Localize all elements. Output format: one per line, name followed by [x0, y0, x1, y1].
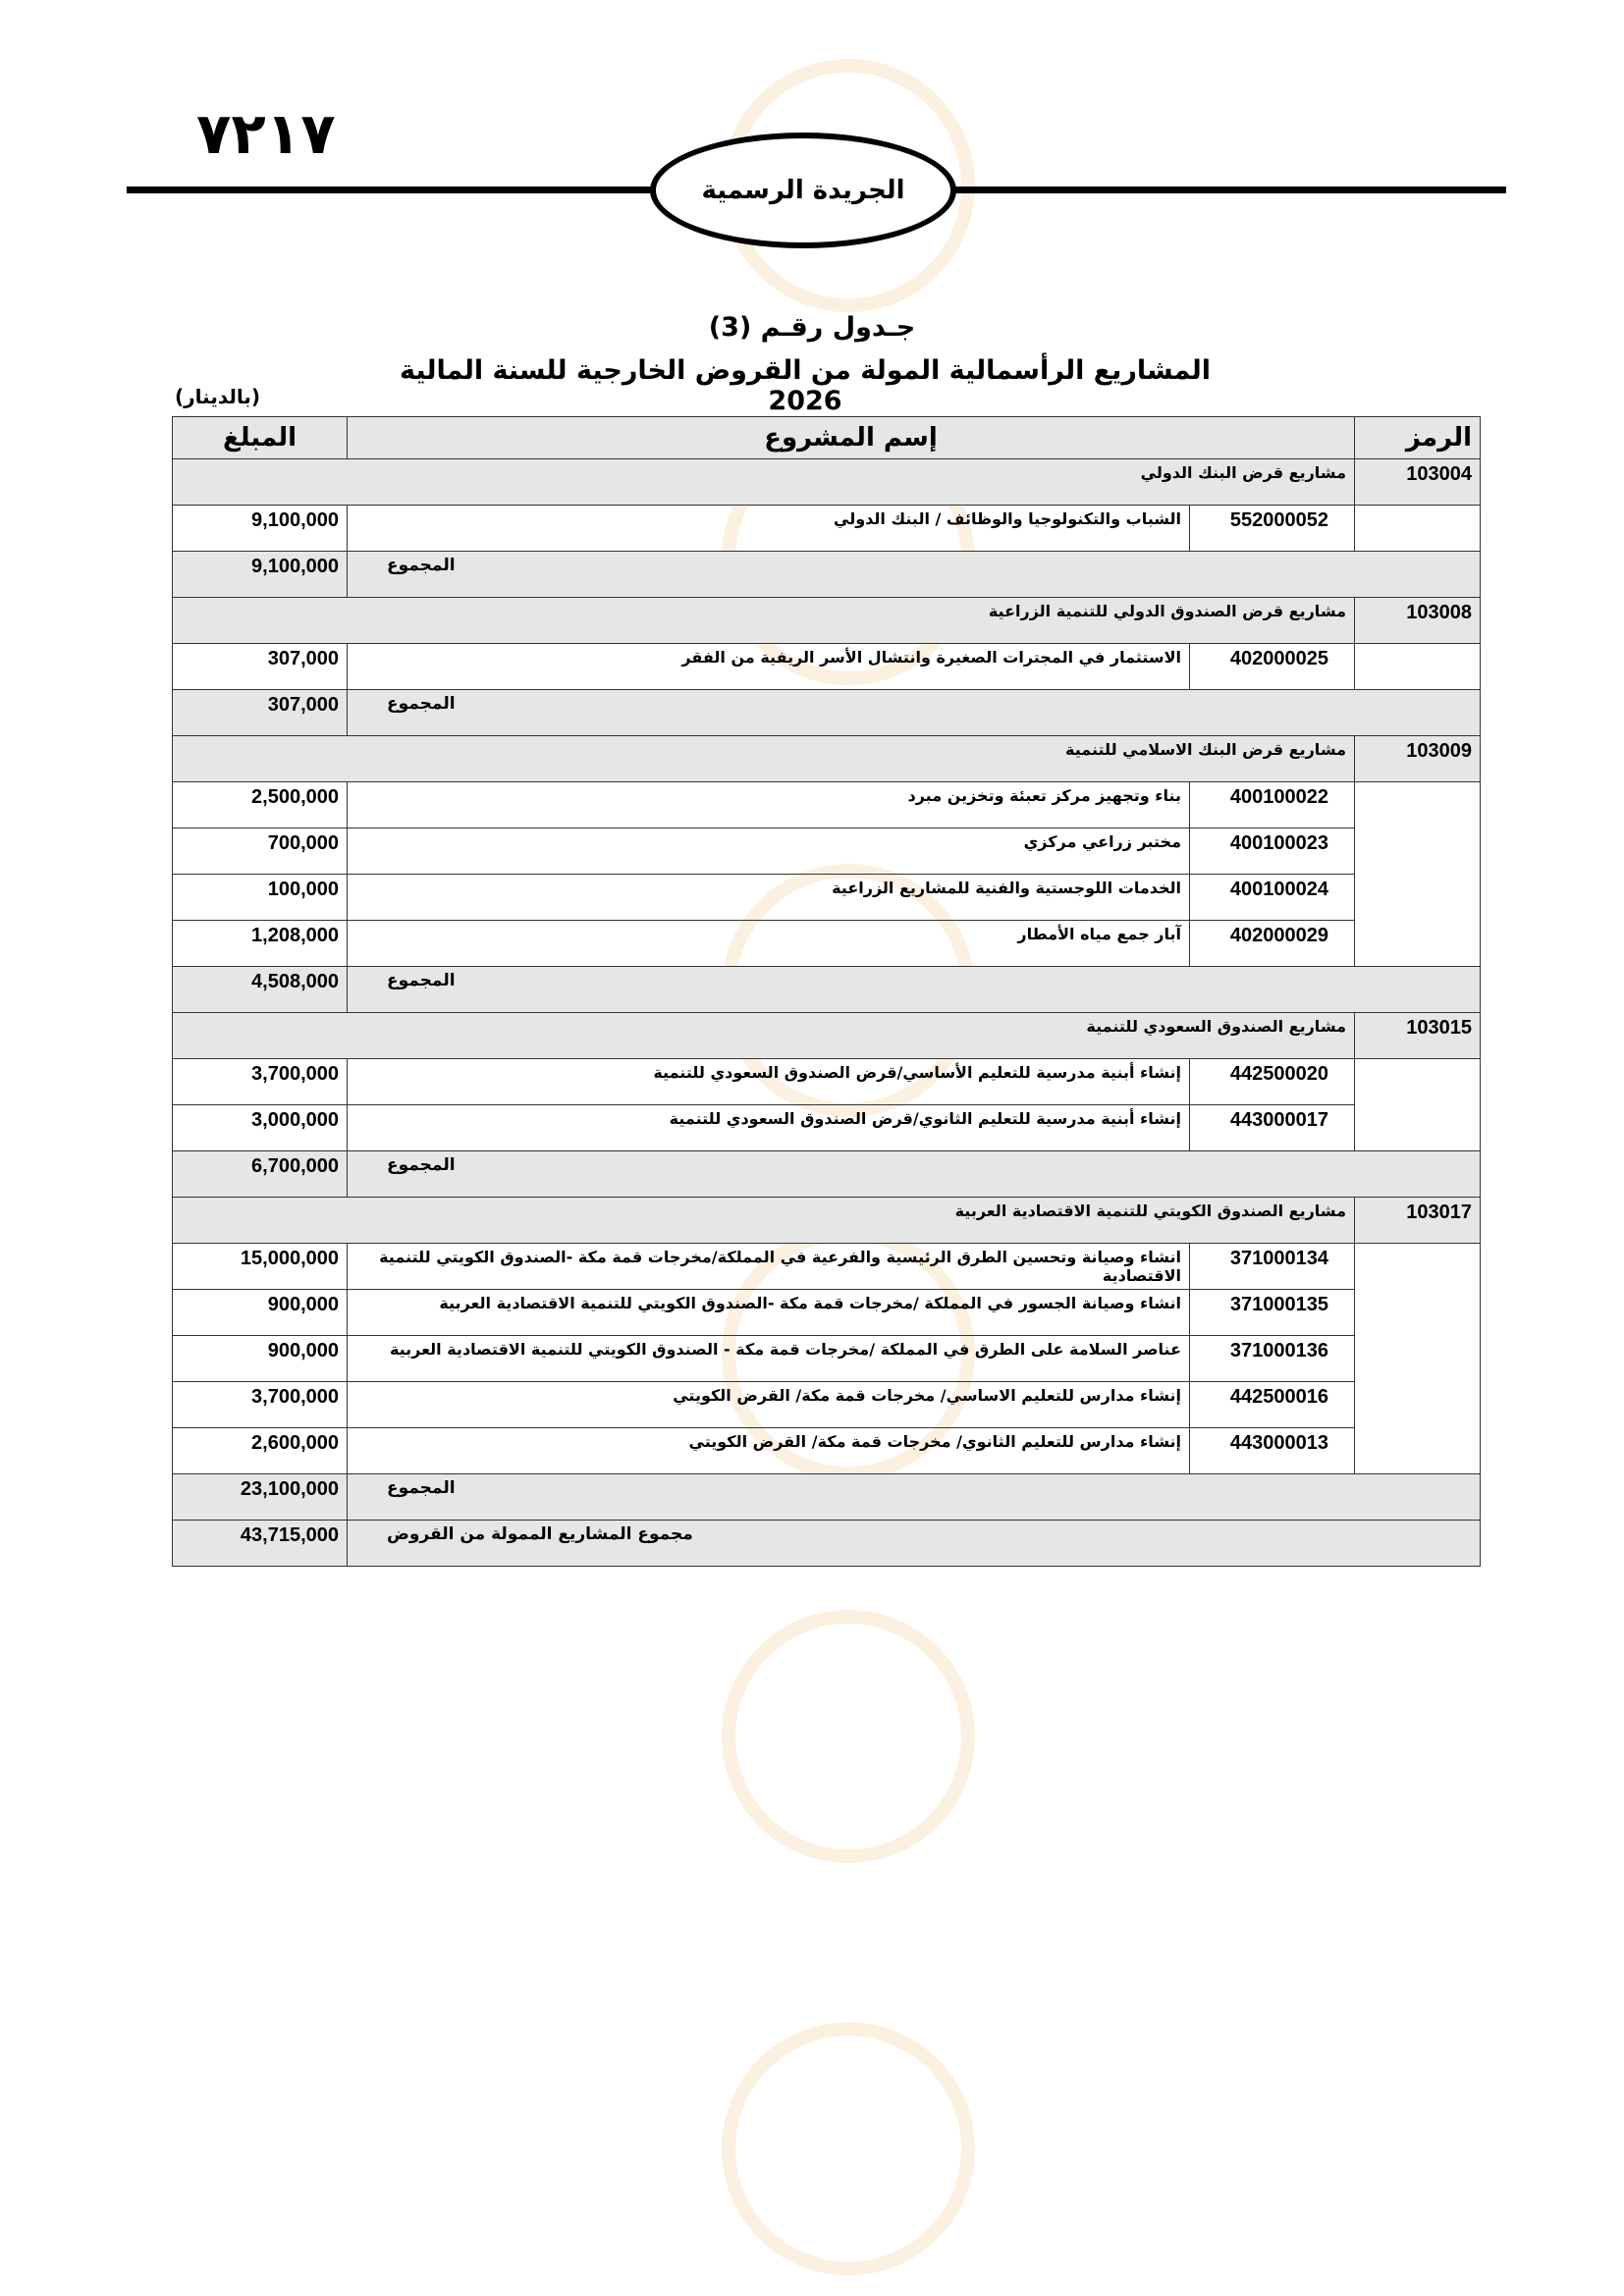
project-name: إنشاء أبنية مدرسية للتعليم الأساسي/قرض الصندوق السعودي للتنمية: [348, 1059, 1190, 1105]
project-code: 371000136: [1190, 1336, 1355, 1382]
total-amount: 6,700,000: [173, 1151, 348, 1198]
grand-total-amount: 43,715,000: [173, 1521, 348, 1567]
project-amount: 307,000: [173, 644, 348, 690]
table-header-row: [173, 417, 1481, 459]
project-name: إنشاء مدارس للتعليم الثانوي/ مخرجات قمة مكة/ القرض الكويتي: [348, 1428, 1190, 1474]
project-code: 371000135: [1190, 1290, 1355, 1336]
project-code: 442500020: [1190, 1059, 1355, 1105]
project-name: انشاء وصيانة وتحسين الطرق الرئيسية والفرعية في المملكة/مخرجات قمة مكة -الصندوق الكويتي للتنمية الاقتصادية: [348, 1244, 1190, 1290]
group-row: [173, 459, 1481, 506]
table-title: جـدول رقـم (3): [708, 312, 916, 343]
total-label: المجموع: [348, 552, 1481, 598]
project-name: الخدمات اللوجستية والفنية للمشاريع الزراعية: [348, 875, 1190, 921]
table-row: [173, 1290, 1481, 1336]
project-amount: 3,000,000: [173, 1105, 348, 1151]
table-row: [173, 1382, 1481, 1428]
total-amount: 9,100,000: [173, 552, 348, 598]
table-row: [173, 921, 1481, 967]
project-amount: 900,000: [173, 1290, 348, 1336]
total-row: [173, 1151, 1481, 1198]
project-amount: 1,208,000: [173, 921, 348, 967]
watermark-clock: [722, 2022, 975, 2275]
total-row: [173, 690, 1481, 736]
total-amount: 4,508,000: [173, 967, 348, 1013]
group-code-spacer: [1355, 506, 1481, 552]
project-amount: 700,000: [173, 828, 348, 875]
group-code: 103004: [1355, 459, 1481, 506]
project-name: إنشاء مدارس للتعليم الاساسي/ مخرجات قمة مكة/ القرض الكويتي: [348, 1382, 1190, 1428]
total-row: [173, 967, 1481, 1013]
project-code: 552000052: [1190, 506, 1355, 552]
total-label: المجموع: [348, 1151, 1481, 1198]
gazette-title-oval: [650, 133, 956, 248]
group-code: 103008: [1355, 598, 1481, 644]
project-amount: 100,000: [173, 875, 348, 921]
project-amount: 2,500,000: [173, 782, 348, 828]
group-code: 103009: [1355, 736, 1481, 782]
project-amount: 9,100,000: [173, 506, 348, 552]
project-name: إنشاء أبنية مدرسية للتعليم الثانوي/قرض الصندوق السعودي للتنمية: [348, 1105, 1190, 1151]
group-name: مشاريع الصندوق السعودي للتنمية: [173, 1013, 1355, 1059]
group-code-spacer: [1355, 1244, 1481, 1474]
total-label: المجموع: [348, 690, 1481, 736]
project-code: 442500016: [1190, 1382, 1355, 1428]
project-amount: 900,000: [173, 1336, 348, 1382]
watermark-clock: [722, 1610, 975, 1863]
project-name: مختبر زراعي مركزي: [348, 828, 1190, 875]
total-row: [173, 1474, 1481, 1521]
project-code: 443000017: [1190, 1105, 1355, 1151]
project-code: 400100023: [1190, 828, 1355, 875]
project-code: 371000134: [1190, 1244, 1355, 1290]
group-name: مشاريع قرض البنك الاسلامي للتنمية: [173, 736, 1355, 782]
table-row: [173, 1336, 1481, 1382]
group-row: [173, 598, 1481, 644]
project-code: 443000013: [1190, 1428, 1355, 1474]
project-amount: 2,600,000: [173, 1428, 348, 1474]
project-amount: 3,700,000: [173, 1382, 348, 1428]
table-row: [173, 1428, 1481, 1474]
project-amount: 15,000,000: [173, 1244, 348, 1290]
table-row: [173, 828, 1481, 875]
group-code: 103015: [1355, 1013, 1481, 1059]
table-row: [173, 782, 1481, 828]
group-code-spacer: [1355, 644, 1481, 690]
project-code: 400100024: [1190, 875, 1355, 921]
currency-unit: (بالدينار): [175, 385, 261, 408]
projects-table: [172, 416, 1481, 1567]
total-label: المجموع: [348, 967, 1481, 1013]
project-code: 402000025: [1190, 644, 1355, 690]
header-code: الرمز: [1355, 417, 1481, 459]
project-code: 402000029: [1190, 921, 1355, 967]
group-code: 103017: [1355, 1198, 1481, 1244]
group-code-spacer: [1355, 782, 1481, 967]
project-code: 400100022: [1190, 782, 1355, 828]
grand-total-label: مجموع المشاريع الممولة من القروض: [348, 1521, 1481, 1567]
table-row: [173, 644, 1481, 690]
project-name: عناصر السلامة على الطرق في المملكة /مخرجات قمة مكة - الصندوق الكويتي للتنمية الاقتصادية العربية: [348, 1336, 1190, 1382]
group-code-spacer: [1355, 1059, 1481, 1151]
project-amount: 3,700,000: [173, 1059, 348, 1105]
group-row: [173, 1013, 1481, 1059]
group-name: مشاريع الصندوق الكويتي للتنمية الاقتصادية العربية: [173, 1198, 1355, 1244]
table-subtitle: المشاريع الرأسمالية المولة من القروض الخارجية للسنة المالية 2026: [399, 355, 1212, 416]
total-row: [173, 552, 1481, 598]
total-amount: 307,000: [173, 690, 348, 736]
header-amount: المبلغ: [173, 417, 348, 459]
grand-total-row: [173, 1521, 1481, 1567]
group-name: مشاريع قرض الصندوق الدولي للتنمية الزراعية: [173, 598, 1355, 644]
project-name: بناء وتجهيز مركز تعبئة وتخزين مبرد: [348, 782, 1190, 828]
header-name: إسم المشروع: [348, 417, 1355, 459]
table-row: [173, 1244, 1481, 1290]
table-row: [173, 506, 1481, 552]
project-name: آبار جمع مياه الأمطار: [348, 921, 1190, 967]
total-amount: 23,100,000: [173, 1474, 348, 1521]
project-name: الاستثمار في المجترات الصغيرة وانتشال الأسر الريفية من الفقر: [348, 644, 1190, 690]
page-number: ٧٢١٧: [196, 100, 336, 167]
gazette-title: الجريدة الرسمية: [701, 176, 905, 205]
table-row: [173, 1059, 1481, 1105]
total-label: المجموع: [348, 1474, 1481, 1521]
project-name: الشباب والتكنولوجيا والوظائف / البنك الدولي: [348, 506, 1190, 552]
group-name: مشاريع قرض البنك الدولي: [173, 459, 1355, 506]
group-row: [173, 1198, 1481, 1244]
table-row: [173, 875, 1481, 921]
group-row: [173, 736, 1481, 782]
table-row: [173, 1105, 1481, 1151]
project-name: انشاء وصيانة الجسور في المملكة /مخرجات قمة مكة -الصندوق الكويتي للتنمية الاقتصادية العربية: [348, 1290, 1190, 1336]
